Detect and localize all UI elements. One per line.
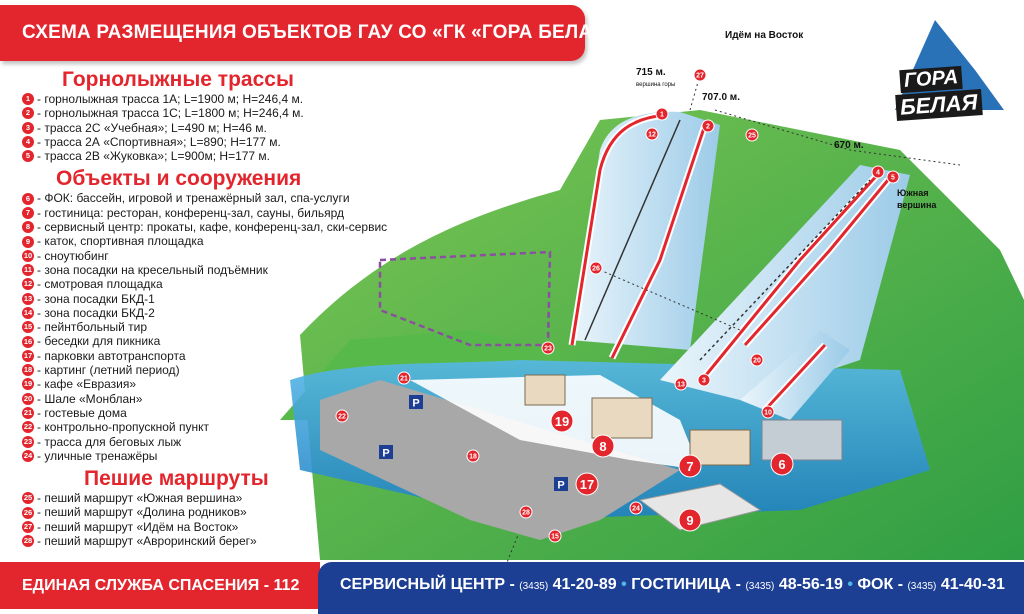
building-cafe <box>525 375 565 405</box>
map-marker-number: 3 <box>702 377 706 385</box>
fok-phone: 41-40-31 <box>940 576 1005 593</box>
legend-number-badge: 10 <box>23 250 33 260</box>
legend-item-text: - гостевые дома <box>37 405 127 420</box>
parking-icon-letter: P <box>412 397 420 410</box>
legend-number-badge: 22 <box>23 422 33 432</box>
legend-item <box>0 121 420 135</box>
legend-number-badge: 3 <box>22 122 34 134</box>
legend-item-text: - смотровая площадка <box>37 277 163 292</box>
separator-dot: • <box>847 576 853 593</box>
legend-item <box>0 377 420 391</box>
legend-item-text: - пеший маршрут «Авроринский берег» <box>37 534 257 549</box>
label-peak715-sub: вершина горы <box>636 82 676 88</box>
legend-item-text: - трасса 2В «Жуковка»; L=900м; H=177 м. <box>37 149 271 164</box>
map-marker-number: 17 <box>579 477 595 492</box>
legend-item-text: - контрольно-пропускной пункт <box>37 420 209 435</box>
legend-item <box>0 249 420 263</box>
legend-item <box>0 277 420 291</box>
parking-icon-letter: P <box>382 447 390 460</box>
service-code: (3435) <box>519 581 549 592</box>
legend-number-badge: 28 <box>23 536 33 546</box>
legend-item <box>0 149 420 163</box>
legend-item-text: - сноутюбинг <box>37 248 109 263</box>
legend-item <box>0 135 420 149</box>
legend-item <box>0 320 420 334</box>
footer-contacts <box>318 562 1024 614</box>
legend-item <box>0 534 420 548</box>
label-south-peak-1: Южная <box>897 188 929 198</box>
legend-number-badge: 5 <box>22 150 34 162</box>
legend <box>0 68 420 548</box>
legend-number-badge: 9 <box>22 236 34 248</box>
service-phone: 41-20-89 <box>552 576 617 593</box>
legend-item-text: - картинг (летний период) <box>37 363 180 378</box>
legend-item <box>0 420 420 434</box>
map-marker-number: 26 <box>592 265 600 273</box>
legend-item <box>0 334 420 348</box>
legend-number-badge: 23 <box>23 436 33 446</box>
page-title: СХЕМА РАЗМЕЩЕНИЯ ОБЪЕКТОВ ГАУ СО «ГК «ГОРА БЕЛАЯ» <box>22 22 617 43</box>
legend-number-badge: 4 <box>22 136 34 148</box>
legend-item <box>0 92 420 106</box>
legend-item <box>0 392 420 406</box>
emergency-text: ЕДИНАЯ СЛУЖБА СПАСЕНИЯ - 112 <box>22 577 300 594</box>
legend-item <box>0 306 420 320</box>
map-marker-number: 21 <box>400 375 408 383</box>
legend-number-badge: 21 <box>23 408 33 418</box>
legend-item-text: - горнолыжная трасса 1А; L=1900 м; H=246,4 м. <box>37 92 304 106</box>
legend-number-badge: 26 <box>23 507 33 517</box>
map-marker-number: 5 <box>891 174 895 182</box>
legend-item <box>0 491 420 505</box>
map-marker-number: 19 <box>554 414 570 429</box>
legend-number-badge: 12 <box>23 279 33 289</box>
legend-item-text: - уличные тренажёры <box>37 448 158 463</box>
hotel-phone: 48-56-19 <box>778 576 843 593</box>
building-fok <box>762 420 842 460</box>
legend-item-text: - трасса для беговых лыж <box>37 434 182 449</box>
legend-item-text: - ФОК: бассейн, игровой и тренажёрный зал, спа-услуги <box>37 191 350 206</box>
map-marker-number: 18 <box>469 453 477 461</box>
legend-number-badge: 18 <box>23 365 33 375</box>
legend-item-text: - кафе «Евразия» <box>37 377 137 392</box>
map-marker-number: 24 <box>632 505 640 513</box>
legend-item-text: - гостиница: ресторан, конференц-зал, сауны, бильярд <box>37 205 344 220</box>
legend-item <box>0 406 420 420</box>
legend-number-badge: 11 <box>22 264 34 276</box>
legend-item-text: - каток, спортивная площадка <box>37 234 204 249</box>
label-peak670: 670 м. <box>834 140 864 151</box>
logo-word-1: ГОРА <box>899 66 963 93</box>
legend-number-badge: 1 <box>22 93 34 105</box>
map-marker-number: 15 <box>551 533 559 541</box>
hotel-code: (3435) <box>745 581 775 592</box>
footer-emergency <box>0 562 320 609</box>
legend-number-badge: 6 <box>22 193 34 205</box>
legend-item <box>0 449 420 463</box>
legend-section-title: Горнолыжные трассы <box>62 68 294 91</box>
legend-item-text: - трасса 2А «Спортивная»; L=890; H=177 м. <box>37 134 281 149</box>
legend-item-text: - сервисный центр: прокаты, кафе, конференц-зал, ски-сервис <box>37 220 388 235</box>
map-marker-number: 1 <box>660 111 664 119</box>
header-banner <box>0 5 617 61</box>
label-peak707: 707.0 м. <box>702 92 740 103</box>
legend-item-text: - Шале «Монблан» <box>37 391 143 406</box>
legend-item-text: - пеший маршрут «Южная вершина» <box>37 491 243 506</box>
legend-number-badge: 8 <box>22 221 34 233</box>
legend-item-text: - беседки для пикника <box>37 334 161 349</box>
legend-item-text: - парковки автотранспорта <box>37 348 186 363</box>
legend-item <box>0 292 420 306</box>
label-south-peak-2: вершина <box>897 200 937 210</box>
legend-item-text: - пеший маршрут «Долина родников» <box>37 505 247 520</box>
legend-number-badge: 7 <box>22 207 34 219</box>
fok-code: (3435) <box>907 581 937 592</box>
legend-item <box>0 505 420 519</box>
map-marker-number: 20 <box>753 357 761 365</box>
map-marker-number: 9 <box>686 513 694 528</box>
legend-item-text: - зона посадки БКД-1 <box>37 291 155 306</box>
label-vostok: Идём на Восток <box>725 30 804 41</box>
map-marker-number: 22 <box>338 413 346 421</box>
service-label: СЕРВИСНЫЙ ЦЕНТР - <box>340 576 515 593</box>
legend-number-badge: 19 <box>23 379 33 389</box>
legend-item-text: - зона посадки на кресельный подъёмник <box>37 262 268 277</box>
legend-number-badge: 17 <box>23 350 33 360</box>
legend-item-text: - пеший маршрут «Идём на Восток» <box>37 519 239 534</box>
logo <box>892 14 1004 126</box>
label-peak715: 715 м. <box>636 67 666 78</box>
legend-number-badge: 14 <box>23 308 33 317</box>
legend-number-badge: 25 <box>23 493 33 503</box>
legend-item <box>0 220 420 234</box>
map-marker-number: 2 <box>706 123 710 131</box>
hotel-label: ГОСТИНИЦА - <box>631 576 741 593</box>
legend-item <box>0 191 420 205</box>
legend-item <box>0 106 420 120</box>
map-marker-number: 12 <box>648 131 656 139</box>
legend-item-text: - горнолыжная трасса 1С; L=1800 м; H=246,4 м. <box>37 106 304 121</box>
fok-label: ФОК - <box>857 576 904 593</box>
map-marker-number: 27 <box>696 72 704 80</box>
map-marker-number: 8 <box>599 439 607 454</box>
legend-section-title: Объекты и сооружения <box>56 167 302 191</box>
map-marker-number: 7 <box>686 459 694 474</box>
legend-item-text: - трасса 2С «Учебная»; L=490 м; H=46 м. <box>37 120 267 135</box>
separator-dot: • <box>621 576 627 593</box>
legend-number-badge: 16 <box>23 336 33 346</box>
map-marker-number: 23 <box>544 345 552 353</box>
contacts-line <box>340 576 1005 594</box>
legend-section-title: Пешие маршруты <box>84 467 269 491</box>
legend-item <box>0 520 420 534</box>
legend-number-badge: 24 <box>23 450 33 460</box>
map-marker-number: 4 <box>876 169 880 177</box>
legend-number-badge: 2 <box>22 107 34 119</box>
legend-item <box>0 263 420 277</box>
parking-icon-letter: P <box>557 479 565 492</box>
legend-number-badge: 15 <box>23 322 33 332</box>
legend-item <box>0 206 420 220</box>
map-marker-number: 10 <box>764 409 772 417</box>
map-marker-number: 13 <box>677 381 685 389</box>
legend-item <box>0 363 420 377</box>
legend-item <box>0 435 420 449</box>
legend-item-text: - зона посадки БКД-2 <box>37 305 155 320</box>
legend-item <box>0 349 420 363</box>
legend-item-text: - пейнтбольный тир <box>37 320 148 335</box>
map-marker-number: 6 <box>778 457 786 472</box>
building-service <box>592 398 652 438</box>
legend-number-badge: 20 <box>23 393 33 403</box>
legend-number-badge: 13 <box>23 293 33 303</box>
logo-word-2: БЕЛАЯ <box>895 89 982 121</box>
legend-item <box>0 234 420 248</box>
map-marker-number: 25 <box>748 132 756 140</box>
map-marker-number: 28 <box>522 509 530 517</box>
legend-number-badge: 27 <box>23 521 33 531</box>
